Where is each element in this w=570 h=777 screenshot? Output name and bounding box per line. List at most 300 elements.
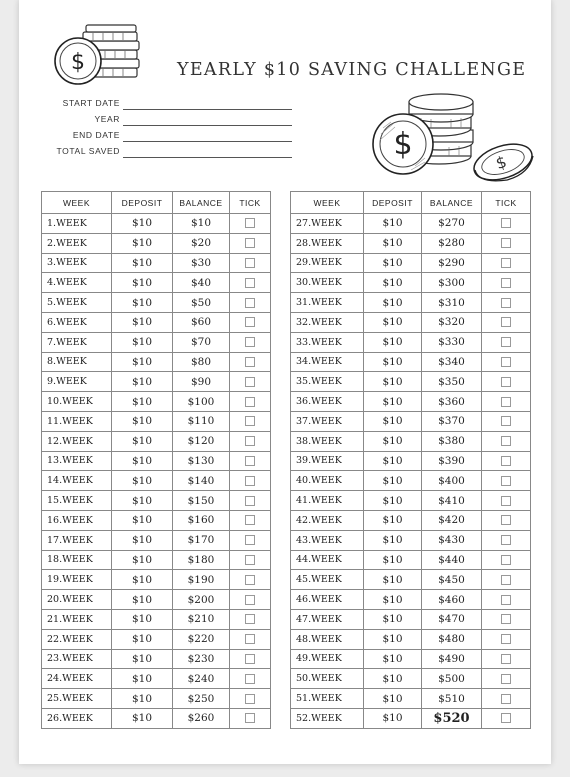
checkbox-icon[interactable]	[501, 496, 511, 506]
table-row	[42, 649, 271, 669]
balance-cell: $310	[422, 293, 482, 313]
weeks-table-right	[290, 191, 531, 729]
checkbox-icon[interactable]	[245, 357, 255, 367]
tick-cell	[482, 253, 531, 273]
balance-cell: $130	[173, 451, 230, 471]
total-saved-field[interactable]	[57, 146, 292, 160]
tick-cell	[230, 392, 271, 412]
checkbox-icon[interactable]	[501, 555, 511, 565]
table-row	[42, 471, 271, 491]
checkbox-icon[interactable]	[501, 575, 511, 585]
checkbox-icon[interactable]	[245, 258, 255, 268]
table-row	[291, 312, 531, 332]
checkbox-icon[interactable]	[245, 614, 255, 624]
balance-cell: $420	[422, 510, 482, 530]
deposit-cell: $10	[112, 471, 173, 491]
tick-cell	[230, 273, 271, 293]
table-row	[42, 570, 271, 590]
column-header-week: WEEK	[291, 192, 364, 214]
fill-in-line	[123, 157, 292, 158]
balance-cell: $190	[173, 570, 230, 590]
checkbox-icon[interactable]	[245, 476, 255, 486]
table-row	[291, 253, 531, 273]
balance-cell: $350	[422, 372, 482, 392]
checkbox-icon[interactable]	[501, 238, 511, 248]
week-cell: 52.WEEK	[291, 708, 364, 728]
table-row	[42, 372, 271, 392]
column-header-balance: BALANCE	[173, 192, 230, 214]
checkbox-icon[interactable]	[245, 654, 255, 664]
balance-cell: $50	[173, 293, 230, 313]
week-cell: 7.WEEK	[42, 332, 112, 352]
deposit-cell: $10	[364, 689, 422, 709]
checkbox-icon[interactable]	[501, 357, 511, 367]
field-label: START DATE	[62, 98, 120, 108]
balance-cell: $270	[422, 214, 482, 234]
field-label: END DATE	[72, 130, 120, 140]
balance-cell: $320	[422, 312, 482, 332]
balance-cell: $220	[173, 629, 230, 649]
week-cell: 38.WEEK	[291, 431, 364, 451]
balance-cell: $40	[173, 273, 230, 293]
deposit-cell: $10	[364, 372, 422, 392]
checkbox-icon[interactable]	[501, 614, 511, 624]
tick-cell	[230, 233, 271, 253]
tick-cell	[230, 253, 271, 273]
tick-cell	[230, 689, 271, 709]
table-row	[42, 669, 271, 689]
checkbox-icon[interactable]	[501, 397, 511, 407]
tick-cell	[230, 609, 271, 629]
balance-cell: $460	[422, 590, 482, 610]
tick-cell	[482, 708, 531, 728]
week-cell: 50.WEEK	[291, 669, 364, 689]
week-cell: 10.WEEK	[42, 392, 112, 412]
table-row	[42, 451, 271, 471]
week-cell: 9.WEEK	[42, 372, 112, 392]
week-cell: 34.WEEK	[291, 352, 364, 372]
week-cell: 37.WEEK	[291, 411, 364, 431]
balance-cell: $80	[173, 352, 230, 372]
table-row	[42, 629, 271, 649]
deposit-cell: $10	[112, 451, 173, 471]
table-row	[42, 590, 271, 610]
checkbox-icon[interactable]	[245, 535, 255, 545]
checkbox-icon[interactable]	[501, 258, 511, 268]
table-row	[42, 550, 271, 570]
table-row	[291, 530, 531, 550]
checkbox-icon[interactable]	[501, 654, 511, 664]
balance-cell: $120	[173, 431, 230, 451]
checkbox-icon[interactable]	[245, 694, 255, 704]
checkbox-icon[interactable]	[245, 555, 255, 565]
checkbox-icon[interactable]	[501, 674, 511, 684]
table-row	[42, 233, 271, 253]
balance-cell: $290	[422, 253, 482, 273]
tick-cell	[482, 214, 531, 234]
balance-cell: $510	[422, 689, 482, 709]
checkbox-icon[interactable]	[501, 298, 511, 308]
deposit-cell: $10	[364, 708, 422, 728]
deposit-cell: $10	[364, 491, 422, 511]
tick-cell	[482, 411, 531, 431]
week-cell: 45.WEEK	[291, 570, 364, 590]
tick-cell	[482, 273, 531, 293]
deposit-cell: $10	[364, 312, 422, 332]
deposit-cell: $10	[364, 451, 422, 471]
checkbox-icon[interactable]	[245, 397, 255, 407]
table-row	[291, 411, 531, 431]
balance-cell: $10	[173, 214, 230, 234]
balance-cell: $390	[422, 451, 482, 471]
coin-stack-icon	[53, 24, 141, 88]
checkbox-icon[interactable]	[245, 416, 255, 426]
fill-in-line	[123, 109, 292, 110]
tick-cell	[230, 570, 271, 590]
checkbox-icon[interactable]	[245, 337, 255, 347]
svg-text:$: $	[71, 50, 85, 75]
week-cell: 13.WEEK	[42, 451, 112, 471]
checkbox-icon[interactable]	[245, 595, 255, 605]
checkbox-icon[interactable]	[501, 456, 511, 466]
week-cell: 17.WEEK	[42, 530, 112, 550]
table-row	[291, 649, 531, 669]
column-header-deposit: DEPOSIT	[364, 192, 422, 214]
table-row	[291, 233, 531, 253]
tick-cell	[230, 312, 271, 332]
deposit-cell: $10	[364, 411, 422, 431]
week-cell: 43.WEEK	[291, 530, 364, 550]
tick-cell	[230, 332, 271, 352]
table-row	[291, 708, 531, 728]
deposit-cell: $10	[364, 471, 422, 491]
column-header-tick: TICK	[230, 192, 271, 214]
deposit-cell: $10	[364, 352, 422, 372]
week-cell: 16.WEEK	[42, 510, 112, 530]
table-row	[42, 352, 271, 372]
tick-cell	[482, 530, 531, 550]
checkbox-icon[interactable]	[245, 674, 255, 684]
balance-cell: $240	[173, 669, 230, 689]
week-cell: 39.WEEK	[291, 451, 364, 471]
checkbox-icon[interactable]	[245, 278, 255, 288]
table-row	[291, 510, 531, 530]
week-cell: 8.WEEK	[42, 352, 112, 372]
balance-cell: $430	[422, 530, 482, 550]
balance-cell: $500	[422, 669, 482, 689]
tick-cell	[482, 609, 531, 629]
week-cell: 1.WEEK	[42, 214, 112, 234]
weeks-table-left	[41, 191, 271, 729]
checkbox-icon[interactable]	[245, 575, 255, 585]
table-row	[42, 332, 271, 352]
checkbox-icon[interactable]	[501, 535, 511, 545]
deposit-cell: $10	[112, 273, 173, 293]
tick-cell	[482, 510, 531, 530]
table-row	[42, 431, 271, 451]
week-cell: 20.WEEK	[42, 590, 112, 610]
deposit-cell: $10	[364, 214, 422, 234]
table-row	[291, 491, 531, 511]
balance-cell: $490	[422, 649, 482, 669]
deposit-cell: $10	[112, 649, 173, 669]
week-cell: 42.WEEK	[291, 510, 364, 530]
checkbox-icon[interactable]	[501, 337, 511, 347]
week-cell: 46.WEEK	[291, 590, 364, 610]
deposit-cell: $10	[112, 510, 173, 530]
week-cell: 26.WEEK	[42, 708, 112, 728]
table-row	[42, 530, 271, 550]
week-cell: 19.WEEK	[42, 570, 112, 590]
week-cell: 32.WEEK	[291, 312, 364, 332]
deposit-cell: $10	[112, 332, 173, 352]
tick-cell	[482, 649, 531, 669]
week-cell: 30.WEEK	[291, 273, 364, 293]
week-cell: 6.WEEK	[42, 312, 112, 332]
tick-cell	[230, 471, 271, 491]
tick-cell	[482, 590, 531, 610]
tick-cell	[230, 372, 271, 392]
table-row	[291, 273, 531, 293]
table-row	[291, 669, 531, 689]
table-row	[42, 411, 271, 431]
deposit-cell: $10	[112, 491, 173, 511]
balance-cell: $330	[422, 332, 482, 352]
checkbox-icon[interactable]	[501, 436, 511, 446]
deposit-cell: $10	[364, 431, 422, 451]
coin-pile-icon	[369, 92, 539, 184]
balance-cell: $280	[422, 233, 482, 253]
checkbox-icon[interactable]	[245, 436, 255, 446]
tick-cell	[482, 332, 531, 352]
deposit-cell: $10	[112, 411, 173, 431]
checkbox-icon[interactable]	[245, 634, 255, 644]
checkbox-icon[interactable]	[501, 416, 511, 426]
table-row	[291, 293, 531, 313]
balance-cell: $380	[422, 431, 482, 451]
checkbox-icon[interactable]	[245, 317, 255, 327]
balance-cell: $60	[173, 312, 230, 332]
table-row	[291, 431, 531, 451]
tick-cell	[482, 570, 531, 590]
table-row	[291, 629, 531, 649]
balance-cell: $470	[422, 609, 482, 629]
deposit-cell: $10	[112, 352, 173, 372]
table-row	[291, 451, 531, 471]
checkbox-icon[interactable]	[245, 456, 255, 466]
svg-text:$: $	[393, 127, 413, 162]
week-cell: 24.WEEK	[42, 669, 112, 689]
tick-cell	[230, 214, 271, 234]
balance-cell: $440	[422, 550, 482, 570]
balance-cell: $210	[173, 609, 230, 629]
balance-cell: $70	[173, 332, 230, 352]
deposit-cell: $10	[364, 530, 422, 550]
balance-cell: $360	[422, 392, 482, 412]
week-cell: 23.WEEK	[42, 649, 112, 669]
tick-cell	[482, 629, 531, 649]
week-cell: 3.WEEK	[42, 253, 112, 273]
balance-cell: $180	[173, 550, 230, 570]
table-row	[291, 550, 531, 570]
week-cell: 22.WEEK	[42, 629, 112, 649]
balance-cell: $340	[422, 352, 482, 372]
balance-cell: $160	[173, 510, 230, 530]
deposit-cell: $10	[364, 233, 422, 253]
table-row	[291, 392, 531, 412]
balance-cell: $480	[422, 629, 482, 649]
balance-cell: $20	[173, 233, 230, 253]
end-date-field[interactable]	[57, 130, 292, 144]
deposit-cell: $10	[364, 392, 422, 412]
deposit-cell: $10	[112, 689, 173, 709]
table-row	[42, 708, 271, 728]
deposit-cell: $10	[364, 510, 422, 530]
svg-text:$: $	[493, 151, 509, 174]
tick-cell	[482, 689, 531, 709]
checkbox-icon[interactable]	[245, 496, 255, 506]
checkbox-icon[interactable]	[501, 476, 511, 486]
deposit-cell: $10	[112, 629, 173, 649]
tick-cell	[482, 352, 531, 372]
deposit-cell: $10	[112, 392, 173, 412]
table-row	[42, 214, 271, 234]
table-row	[291, 372, 531, 392]
table-row	[42, 273, 271, 293]
deposit-cell: $10	[364, 590, 422, 610]
balance-cell: $400	[422, 471, 482, 491]
page-title: YEARLY $10 SAVING CHALLENGE	[177, 60, 527, 80]
checkbox-icon[interactable]	[501, 713, 511, 723]
balance-cell: $300	[422, 273, 482, 293]
column-header-deposit: DEPOSIT	[112, 192, 173, 214]
table-row	[291, 590, 531, 610]
tick-cell	[482, 312, 531, 332]
deposit-cell: $10	[112, 312, 173, 332]
balance-cell: $230	[173, 649, 230, 669]
balance-cell: $520	[422, 708, 482, 728]
balance-cell: $150	[173, 491, 230, 511]
tick-cell	[230, 411, 271, 431]
fill-in-line	[123, 125, 292, 126]
checkbox-icon[interactable]	[245, 298, 255, 308]
checkbox-icon[interactable]	[245, 377, 255, 387]
table-row	[291, 609, 531, 629]
deposit-cell: $10	[112, 431, 173, 451]
tick-cell	[482, 431, 531, 451]
week-cell: 2.WEEK	[42, 233, 112, 253]
table-row	[291, 352, 531, 372]
tick-cell	[482, 550, 531, 570]
checkbox-icon[interactable]	[501, 694, 511, 704]
deposit-cell: $10	[364, 550, 422, 570]
column-header-week: WEEK	[42, 192, 112, 214]
week-cell: 5.WEEK	[42, 293, 112, 313]
deposit-cell: $10	[112, 233, 173, 253]
week-cell: 44.WEEK	[291, 550, 364, 570]
deposit-cell: $10	[364, 253, 422, 273]
week-cell: 29.WEEK	[291, 253, 364, 273]
table-row	[291, 471, 531, 491]
start-date-field[interactable]	[57, 98, 292, 112]
week-cell: 35.WEEK	[291, 372, 364, 392]
table-row	[42, 510, 271, 530]
table-row	[42, 689, 271, 709]
table-row	[42, 312, 271, 332]
week-cell: 27.WEEK	[291, 214, 364, 234]
tick-cell	[482, 669, 531, 689]
tick-cell	[482, 491, 531, 511]
tick-cell	[482, 451, 531, 471]
tick-cell	[230, 510, 271, 530]
week-cell: 40.WEEK	[291, 471, 364, 491]
week-cell: 25.WEEK	[42, 689, 112, 709]
tick-cell	[230, 491, 271, 511]
week-cell: 36.WEEK	[291, 392, 364, 412]
deposit-cell: $10	[364, 293, 422, 313]
table-row	[291, 332, 531, 352]
week-cell: 11.WEEK	[42, 411, 112, 431]
checkbox-icon[interactable]	[501, 317, 511, 327]
checkbox-icon[interactable]	[501, 218, 511, 228]
balance-cell: $410	[422, 491, 482, 511]
deposit-cell: $10	[112, 293, 173, 313]
tick-cell	[230, 649, 271, 669]
deposit-cell: $10	[112, 570, 173, 590]
table-row	[42, 392, 271, 412]
checkbox-icon[interactable]	[245, 238, 255, 248]
deposit-cell: $10	[112, 372, 173, 392]
tick-cell	[482, 233, 531, 253]
week-cell: 21.WEEK	[42, 609, 112, 629]
balance-cell: $450	[422, 570, 482, 590]
field-label: YEAR	[94, 114, 120, 124]
table-row	[291, 214, 531, 234]
checkbox-icon[interactable]	[501, 595, 511, 605]
week-cell: 41.WEEK	[291, 491, 364, 511]
balance-cell: $110	[173, 411, 230, 431]
column-header-tick: TICK	[482, 192, 531, 214]
balance-cell: $100	[173, 392, 230, 412]
tick-cell	[230, 708, 271, 728]
checkbox-icon[interactable]	[501, 515, 511, 525]
checkbox-icon[interactable]	[245, 515, 255, 525]
tick-cell	[482, 471, 531, 491]
fill-in-line	[123, 141, 292, 142]
table-row	[291, 570, 531, 590]
year-field[interactable]	[57, 114, 292, 128]
checkbox-icon[interactable]	[501, 278, 511, 288]
deposit-cell: $10	[364, 629, 422, 649]
table-row	[42, 609, 271, 629]
balance-cell: $200	[173, 590, 230, 610]
checkbox-icon[interactable]	[245, 218, 255, 228]
balance-cell: $170	[173, 530, 230, 550]
deposit-cell: $10	[112, 708, 173, 728]
tick-cell	[230, 629, 271, 649]
balance-cell: $90	[173, 372, 230, 392]
week-cell: 47.WEEK	[291, 609, 364, 629]
tick-cell	[230, 431, 271, 451]
deposit-cell: $10	[112, 214, 173, 234]
checkbox-icon[interactable]	[501, 634, 511, 644]
checkbox-icon[interactable]	[245, 713, 255, 723]
table-row	[42, 491, 271, 511]
table-row	[291, 689, 531, 709]
table-row	[42, 293, 271, 313]
balance-cell: $370	[422, 411, 482, 431]
checkbox-icon[interactable]	[501, 377, 511, 387]
